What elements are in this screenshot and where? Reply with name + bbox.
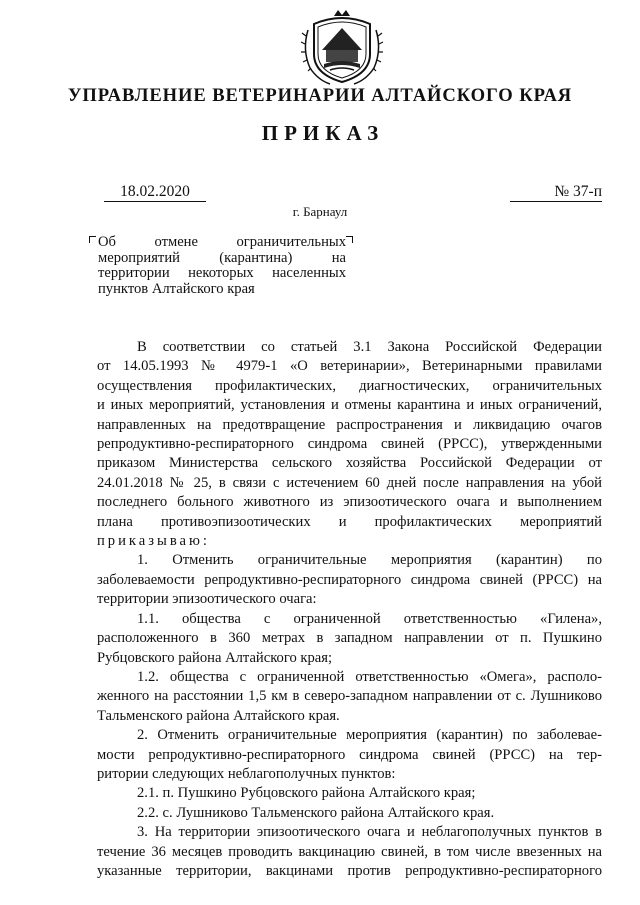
order-subject: Об отмене ограничительных мероприятий (карантина) на территории некоторых населенных пунктов Алтайского края	[98, 234, 346, 297]
order-number: № 37-п	[510, 183, 602, 202]
altai-krai-coat-of-arms-icon	[300, 10, 384, 86]
item-2-line: ритории следующих неблагополучных пунктов:	[97, 765, 396, 782]
city: г. Барнаул	[292, 204, 348, 219]
preamble-line: В соответствии со статьей 3.1 Закона Российской Федерации	[137, 339, 602, 355]
preamble	[97, 338, 602, 551]
item-1-1-line: расположенного в 360 метрах в западном направлении от п. Пушкино	[97, 630, 602, 647]
preamble-line: направленных на предотвращение распространения и ликвидацию очагов	[97, 416, 602, 433]
preamble-line: осуществления профилактических, диагностических, ограничительных	[97, 377, 602, 394]
item-2-line: мости репродуктивно-респираторного синдрома свиней (РРСС) на тер-	[97, 746, 602, 763]
item-1-2-line: 1.2. общества с ограниченной ответственностью «Омега», располо-	[137, 668, 602, 685]
preamble-line: 24.01.2018 № 25, в связи с истечением 60 дней после направления на убой	[97, 474, 602, 491]
document-type: ПРИКАЗ	[261, 121, 385, 145]
item-1-2-line: женного на расстоянии 1,5 км в северо-западном направлении от с. Лушниково	[97, 688, 602, 705]
preamble-line: последнего больного животного из эпизоотического очага и выполнением	[97, 494, 602, 511]
subject-bracket-right	[346, 236, 353, 243]
item-2-2: 2.2. с. Лушниково Тальменского района Алтайского края.	[137, 804, 495, 821]
item-2	[97, 726, 602, 784]
item-1-line: территории эпизоотического очага:	[97, 591, 317, 608]
item-3-line: указанные территории, вакцинами против репродуктивно-респираторного	[97, 862, 602, 879]
subject-bracket-left	[89, 236, 96, 243]
item-1-2	[97, 668, 602, 726]
preamble-line: приказом Министерства сельского хозяйства Российской Федерации от	[97, 455, 602, 472]
item-1-1	[97, 610, 602, 668]
order-word: приказываю:	[97, 533, 210, 550]
preamble-line: репродуктивно-респираторного синдрома свиней (РРСС), утвержденными	[97, 436, 602, 453]
item-1-line: заболеваемости репродуктивно-респираторного синдрома свиней (РРСС) на	[97, 571, 602, 588]
item-1-line: 1. Отменить ограничительные мероприятия (карантин) по	[137, 552, 602, 569]
preamble-line: плана противоэпизоотических и профилактических мероприятий	[97, 513, 602, 530]
order-date: 18.02.2020	[104, 183, 206, 202]
item-3	[97, 823, 602, 881]
item-1	[97, 551, 602, 609]
item-1-1-line: Рубцовского района Алтайского края;	[97, 649, 333, 666]
preamble-line: и иных мероприятий, установления и отмены карантина и иных ограничений,	[97, 397, 602, 414]
item-3-line: течение 36 месяцев проводить вакцинацию свиней, в том числе ввезенных на	[97, 843, 602, 860]
item-2-line: 2. Отменить ограничительные мероприятия (карантин) по заболевае-	[137, 727, 602, 744]
agency-name: УПРАВЛЕНИЕ ВЕТЕРИНАРИИ АЛТАЙСКОГО КРАЯ	[67, 85, 573, 106]
item-1-2-line: Тальменского района Алтайского края.	[97, 707, 340, 724]
preamble-line: от 14.05.1993 № 4979-1 «О ветеринарии», Ветеринарными правилами	[97, 358, 602, 375]
item-1-1-line: 1.1. общества с ограниченной ответственностью «Гилена»,	[137, 610, 602, 627]
item-2-1: 2.1. п. Пушкино Рубцовского района Алтайского края;	[137, 785, 476, 802]
item-3-line: 3. На территории эпизоотического очага и неблагополучных пунктов в	[137, 824, 602, 841]
order-body	[97, 338, 602, 881]
